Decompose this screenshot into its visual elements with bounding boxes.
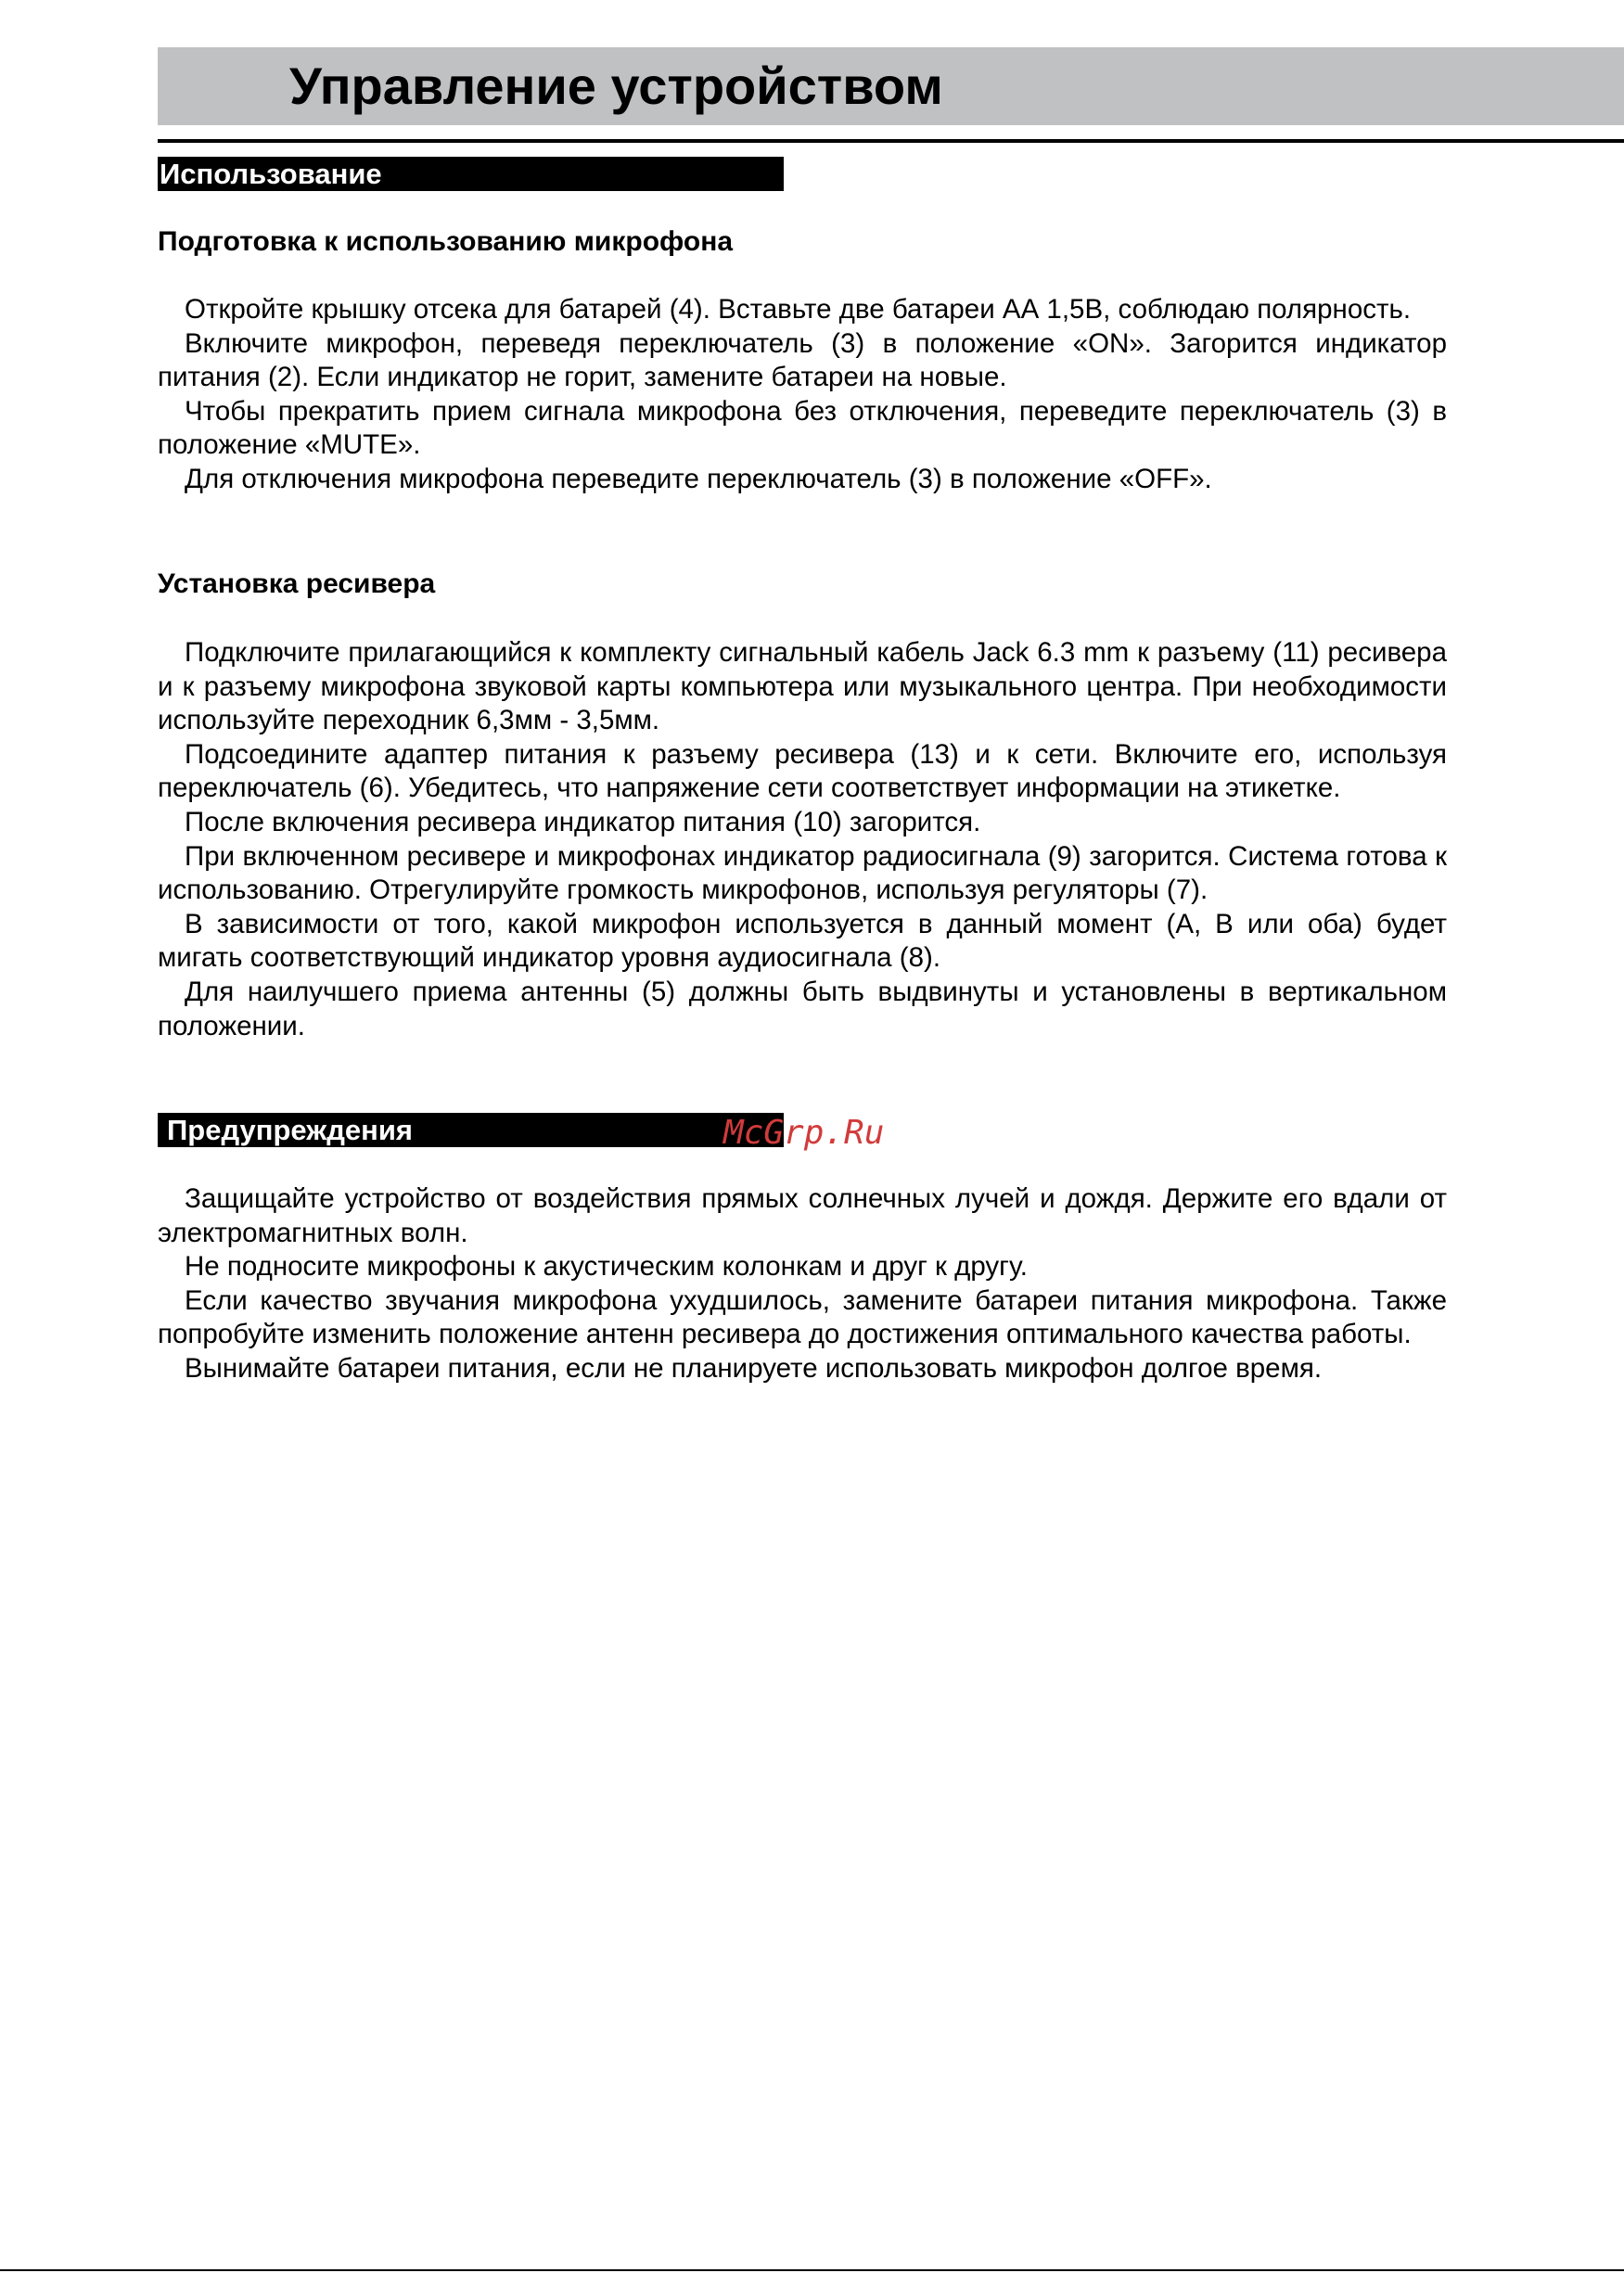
paragraph: Для отключения микрофона переведите переключатель (3) в положение «OFF». xyxy=(185,463,1212,494)
subheading-mic-prep: Подготовка к использованию микрофона xyxy=(158,226,734,257)
mic-prep-text xyxy=(158,293,1447,497)
paragraph: Если качество звучания микрофона ухудшилось, замените батареи питания микрофона. Также попробуйте изменить положение антенн ресивера до достижения оптимального качества работы. xyxy=(158,1284,1447,1350)
paragraph: Не подносите микрофоны к акустическим колонкам и друг к другу. xyxy=(185,1251,1028,1283)
receiver-text xyxy=(158,636,1447,1043)
watermark-logo: McGrp.Ru xyxy=(723,1114,885,1152)
title-divider xyxy=(158,139,1624,143)
paragraph: Вынимайте батареи питания, если не планируете использовать микрофон долгое время. xyxy=(185,1352,1323,1384)
paragraph: После включения ресивера индикатор питания (10) загорится. xyxy=(185,806,981,837)
subheading-receiver: Установка ресивера xyxy=(158,568,436,599)
paragraph: При включенном ресивере и микрофонах индикатор радиосигнала (9) загорится. Система готова к использованию. Отрегулируйте громкость микрофонов, используя регуляторы (7). xyxy=(158,840,1447,906)
paragraph: Подключите прилагающийся к комплекту сигнальный кабель Jack 6.3 mm к разъему (11) ресивера и к разъему микрофона звуковой карты компьютера или музыкального центра. При необходимости используйте переходник 6,3мм - 3,5мм. xyxy=(158,637,1447,736)
paragraph: Включите микрофон, переведя переключатель (3) в положение «ON». Загорится индикатор питания (2). Если индикатор не горит, замените батареи на новые. xyxy=(158,327,1447,393)
section-heading-usage: Использование xyxy=(158,157,784,191)
page-title: Управление устройством xyxy=(289,57,943,115)
paragraph: Подсоедините адаптер питания к разъему ресивера (13) и к сети. Включите его, используя переключатель (6). Убедитесь, что напряжение сети соответствует информации на этикетке. xyxy=(158,738,1447,804)
paragraph: В зависимости от того, какой микрофон используется в данный момент (А, В или оба) будет мигать соответствующий индикатор уровня аудиосигнала (8). xyxy=(158,908,1447,974)
paragraph: Откройте крышку отсека для батарей (4). Вставьте две батареи АА 1,5В, соблюдаю полярность. xyxy=(185,294,1412,325)
paragraph: Чтобы прекратить прием сигнала микрофона без отключения, переведите переключатель (3) в положение «MUTE». xyxy=(158,395,1447,461)
paragraph: Защищайте устройство от воздействия прямых солнечных лучей и дождя. Держите его вдали от электромагнитных волн. xyxy=(158,1183,1447,1248)
page-title-bar xyxy=(158,47,1624,125)
warnings-text xyxy=(158,1182,1447,1386)
section-heading-warnings: Предупреждения xyxy=(158,1113,784,1147)
page-bottom-border xyxy=(0,2269,1624,2271)
paragraph: Для наилучшего приема антенны (5) должны быть выдвинуты и установлены в вертикальном положении. xyxy=(158,976,1447,1041)
